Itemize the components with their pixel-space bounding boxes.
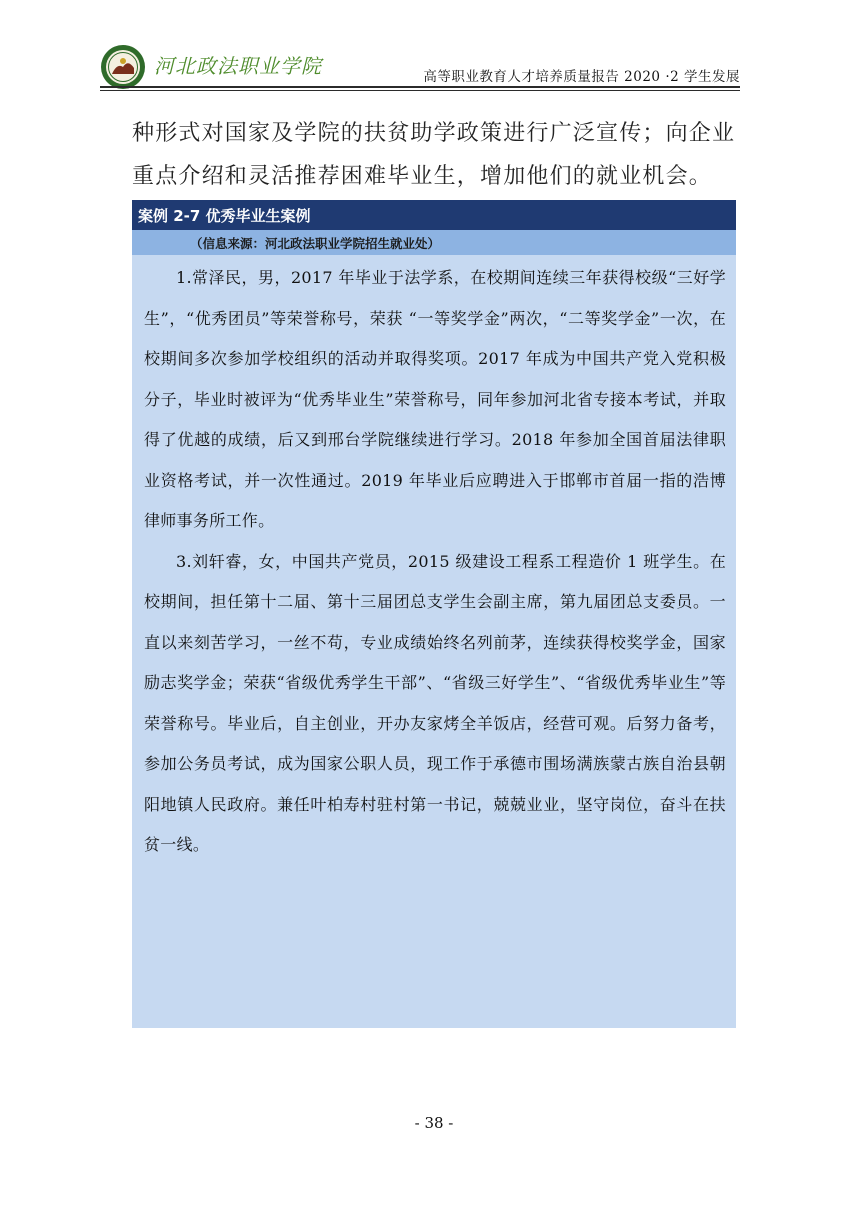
case-body bbox=[144, 258, 726, 866]
header-divider-thin bbox=[100, 90, 740, 91]
page-header bbox=[100, 40, 740, 90]
header-divider bbox=[100, 86, 740, 88]
case-study-box bbox=[132, 200, 736, 1028]
case-source-bar bbox=[132, 230, 736, 255]
page-number: - 38 - bbox=[414, 1114, 454, 1132]
case-paragraph: 1.常泽民，男，2017 年毕业于法学系，在校期间连续三年获得校级“三好学生”，“优秀团员”等荣誉称号，荣获 “一等奖学金”两次，“二等奖学金”一次，在校期间多次参加学校组织的活动并取得奖项。2017 年成为中国共产党入党积极分子，毕业时被评为“优秀毕业生”荣誉称号，同年参加河北省专接本考试，并取得了优越的成绩，后又到邢台学院继续进行学习。2018 年参加全国首届法律职业资格考试，并一次性通过。2019 年毕业后应聘进入于邯郸市首届一指的浩博律师事务所工作。 bbox=[144, 268, 726, 530]
case-title: 案例 2-7 优秀毕业生案例 bbox=[138, 207, 311, 225]
intro-paragraph: 种形式对国家及学院的扶贫助学政策进行广泛宣传；向企业重点介绍和灵活推荐困难毕业生，增加他们的就业机会。 bbox=[132, 121, 736, 189]
case-title-bar bbox=[132, 200, 736, 230]
report-title: 高等职业教育人才培养质量报告 2020 ·2 学生发展 bbox=[423, 69, 740, 85]
case-source: （信息来源：河北政法职业学院招生就业处） bbox=[190, 236, 441, 251]
college-seal-icon bbox=[100, 44, 146, 90]
case-paragraph: 3.刘轩睿，女，中国共产党员，2015 级建设工程系工程造价 1 班学生。在校期间，担任第十二届、第十三届团总支学生会副主席，第九届团总支委员。一直以来刻苦学习，一丝不苟，专业成绩始终名列前茅，连续获得校奖学金，国家励志奖学金；荣获“省级优秀学生干部”、“省级三好学生”、“省级优秀毕业生”等荣誉称号。毕业后，自主创业，开办友家烤全羊饭店，经营可观。后努力备考，参加公务员考试，成为国家公职人员，现工作于承德市围场满族蒙古族自治县朝阳地镇人民政府。兼任叶柏寿村驻村第一书记，兢兢业业，坚守岗位，奋斗在扶贫一线。 bbox=[144, 551, 726, 854]
college-logo-text: 河北政法职业学院 bbox=[154, 54, 322, 78]
